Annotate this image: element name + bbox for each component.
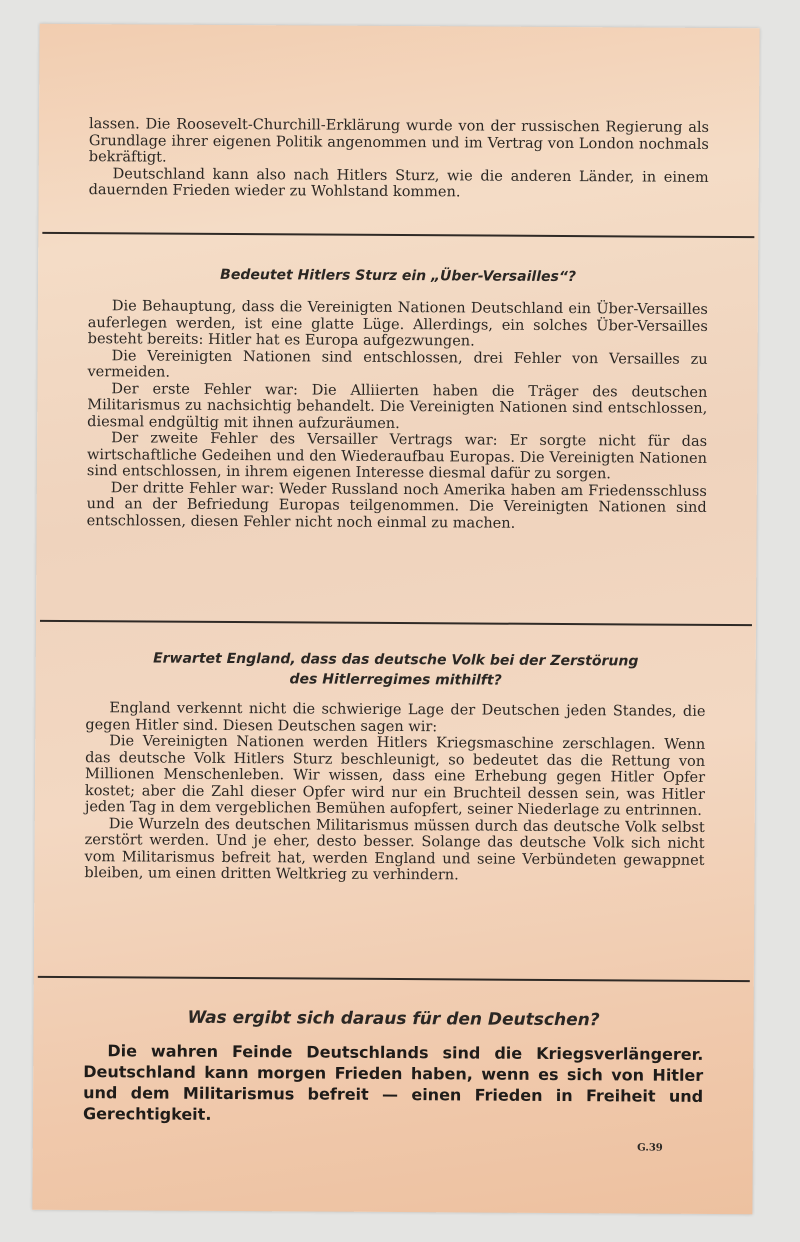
body-paragraph: Die Vereinigten Nationen sind entschlossen, drei Fehler von Versailles zu vermeiden. [87, 347, 708, 381]
section-versailles [87, 264, 709, 533]
section-divider [42, 232, 754, 238]
intro-paragraph: Deutschland kann also nach Hitlers Sturz, wie die anderen Länder, in einem dauernden Frieden wieder zu Wohlstand kommen. [88, 165, 709, 201]
section-heading: Erwartet England, dass das deutsche Volk bei der Zerstörung [153, 650, 639, 670]
body-paragraph: Die Vereinigten Nationen werden Hitlers Kriegsmaschine zerschlagen. Wenn das deutsche Volk Hitlers Sturz beschleunigt, so bedeutet das die Rettung von Millionen Menschenleben. Wir wissen, dass eine Erhebung gegen Hitler Opfer kostet; aber die Zahl dieser Opfer wird nur ein Bruchteil dessen sein, was Hitler jeden Tag in dem vergeblichen Bemühen aufopfert, seiner Niederlage zu entrinnen. [84, 733, 706, 819]
body-paragraph: Der zweite Fehler des Versailler Vertrags war: Er sorgte nicht für das wirtschaftliche Gedeihen und den Wiederaufbau Europas. Die Vereinigten Nationen sind entschlossen, in ihrem eigenen Interesse diesmal dafür zu sorgen. [86, 430, 708, 483]
intro-paragraph: lassen. Die Roosevelt-Churchill-Erklärung wurde von der russischen Regierung als Grundlage ihrer eigenen Politik angenommen und im Vertrag von London nochmals bekräftigt. [88, 116, 710, 166]
leaflet-code: G.39 [637, 1142, 663, 1154]
intro-section [89, 116, 709, 202]
body-paragraph: Die Wurzeln des deutschen Militarismus müssen durch das deutsche Volk selbst zerstört werden. Und je eher, desto besser. Solange das deutsche Volk sich nicht vom Militarismus befreit hat, werden England und seine Verbündeten gewappnet bleiben, um einen dritten Weltkrieg zu verhindern. [84, 815, 705, 884]
leaflet-sheet [32, 24, 759, 1214]
section-heading: des Hitlerregimes mithilft? [289, 671, 502, 689]
section-heading: Was ergibt sich daraus für den Deutschen? [187, 1007, 600, 1031]
body-paragraph: England verkennt nicht die schwierige Lage der Deutschen jeden Standes, die gegen Hitler sind. Diesen Deutschen sagen wir: [85, 700, 706, 735]
section-divider [40, 620, 752, 626]
conclusion-statement: Die wahren Feinde Deutschlands sind die Kriegsverlängerer. Deutschland kann morgen Frieden haben, wenn es sich von Hitler und dem Militarismus befreit — einen Frieden in Freiheit und Gerechtigkeit. [82, 1041, 704, 1124]
body-paragraph: Der erste Fehler war: Die Alliierten haben die Träger des deutschen Militarismus zu nachsichtig behandelt. Die Vereinigten Nationen sind entschlossen, diesmal endgültig mit ihnen aufzuräumen. [87, 380, 708, 432]
section-conclusion [83, 1006, 704, 1128]
section-heading: Bedeutet Hitlers Sturz ein „Über-Versailles“? [220, 266, 577, 286]
section-england [84, 648, 705, 885]
body-paragraph: Die Behauptung, dass die Vereinigten Nationen Deutschland ein Über-Versailles auferlegen werden, ist eine glatte Lüge. Allerdings, ein solches Über-Versailles besteht bereits: Hitler hat es Europa aufgezwungen. [87, 298, 708, 350]
section-divider [38, 976, 750, 982]
body-paragraph: Der dritte Fehler war: Weder Russland noch Amerika haben am Friedensschluss und an der Befriedung Europas teilgenommen. Die Vereinigten Nationen sind entschlossen, diesen Fehler nicht noch einmal zu machen. [86, 479, 707, 532]
